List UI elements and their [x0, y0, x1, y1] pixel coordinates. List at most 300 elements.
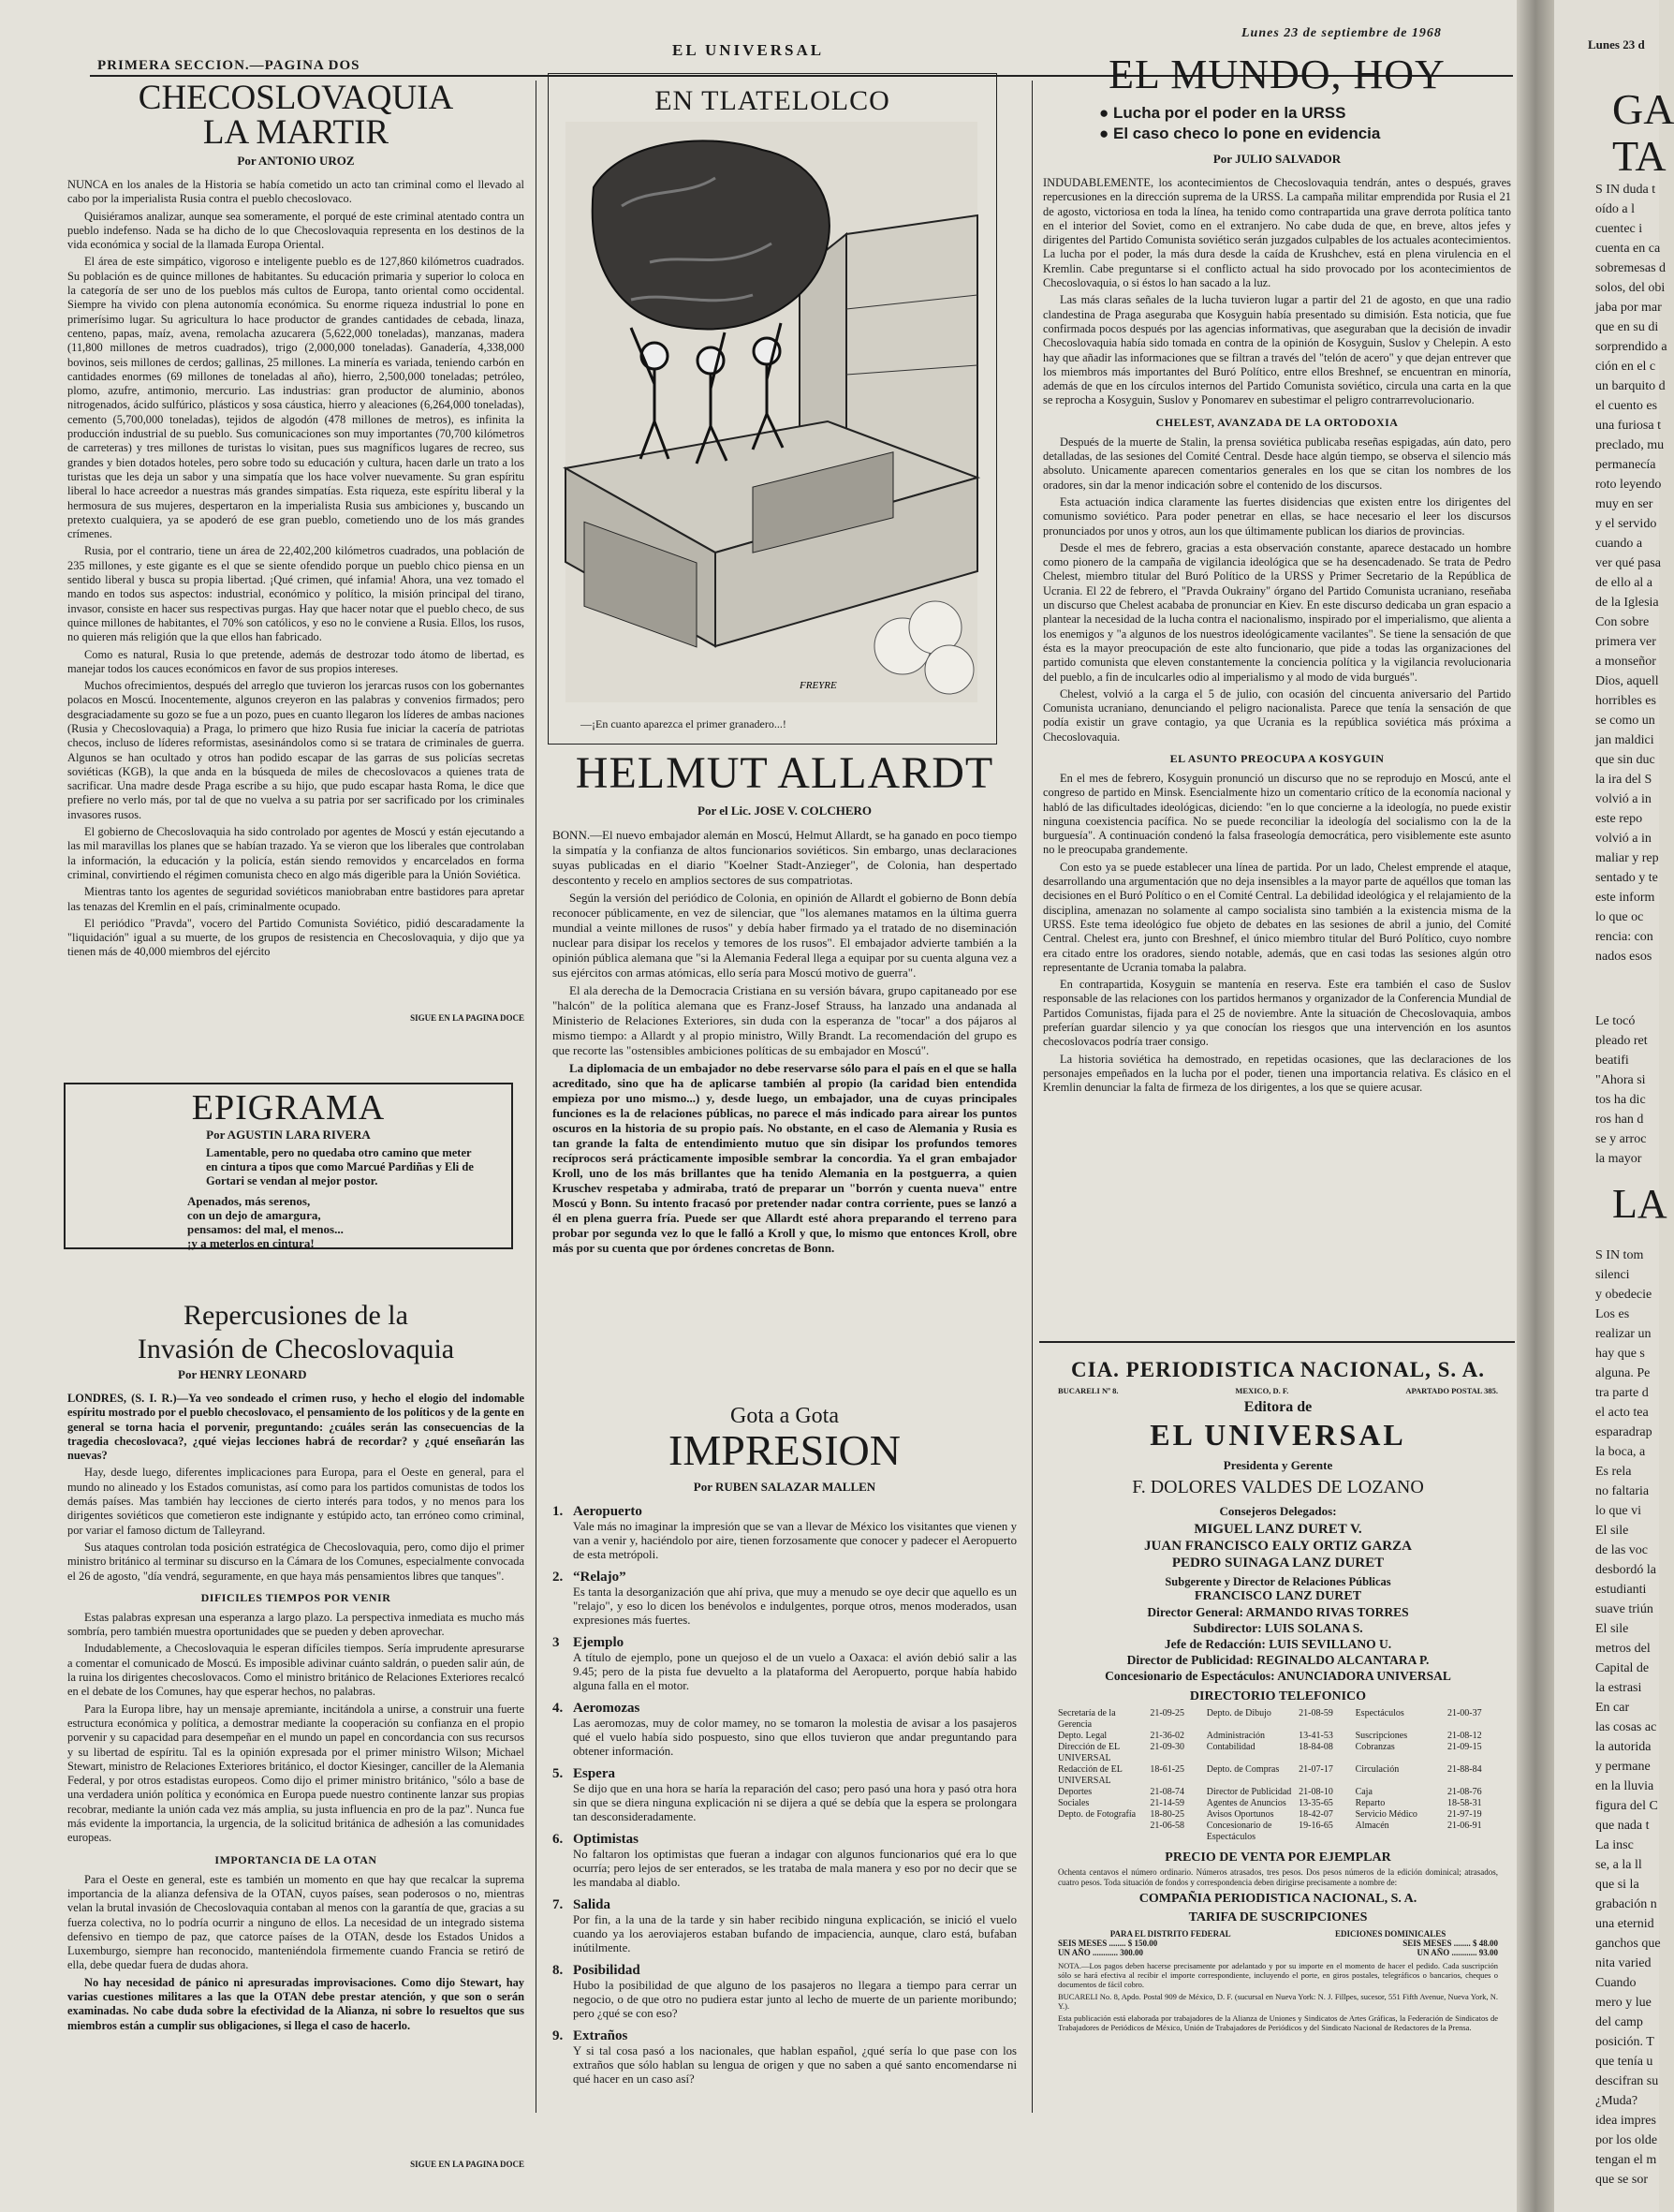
next-page-date: Lunes 23 d — [1588, 37, 1645, 52]
fragment-line: tra parte d — [1595, 1386, 1649, 1400]
bullet-icon: ● — [1099, 104, 1109, 122]
headline: LA MARTIR — [202, 113, 389, 152]
phone-number: 21-00-37 — [1446, 1708, 1482, 1718]
tarifa-row: UN AÑO ............ 300.00 — [1058, 1948, 1144, 1957]
paragraph: Indudablemente, a Checoslovaquia le esperan difíciles tiempos. Sería imprudente apresurarse a comentar el comunicado de Moscú. Es imposible adivinar cuánto saldrán, o pueden salir aún, de la ruina los dirigentes checoslovacos. Como el ministro británico de Relaciones Exteriores recalcó en el debate de los Comunes, hay que esperar hechos, no palabras. — [67, 1642, 524, 1699]
paragraph: Mientras tanto los agentes de seguridad soviéticos maniobraban entre bastidores para apretar las tenazas del Kremlin en el país, criminalmente ocupado. — [67, 885, 524, 913]
fragment-line: la ira del S — [1595, 773, 1652, 787]
phone-number: 21-09-30 — [1150, 1742, 1185, 1752]
verse-line: con un dejo de amargura, — [187, 1208, 321, 1222]
epigrama-intro: Lamentable, pero no quedaba otro camino que meter en cintura a tipos que como Marcué Pardiñas y Eli de Gortari se vendan al mejor postor. — [206, 1146, 474, 1187]
phone-dept: Almacén — [1355, 1821, 1389, 1831]
verse-line: Apenados, más serenos, — [187, 1194, 311, 1208]
fragment-line: a monseñor — [1595, 655, 1656, 669]
fragment-line: por los olde — [1595, 2133, 1658, 2147]
fragment-line: silenci — [1595, 1268, 1630, 1282]
next-headline: TA — [1612, 132, 1667, 180]
subheading: DIFICILES TIEMPOS POR VENIR — [200, 1590, 391, 1604]
address-text: BUCARELI No. 8, Apdo. Postal 909 de México, D. F. (sucursal en Nueva York: N. J. Fillpes, sucesor, 551 Fifth Avenue, Nueva York, N. Y.). — [1058, 1992, 1498, 2011]
phone-row — [1058, 1798, 1498, 1809]
fragment-line: de las voc — [1595, 1543, 1648, 1557]
staff-line: Concesionario de Espectáculos: ANUNCIADORA UNIVERSAL — [1105, 1669, 1451, 1683]
phone-number: 21-36-02 — [1150, 1731, 1185, 1741]
phone-number: 21-06-91 — [1446, 1821, 1482, 1831]
issue-date: Lunes 23 de septiembre de 1968 — [1241, 26, 1442, 40]
phone-dept: Depto. de Compras — [1206, 1764, 1280, 1775]
fragment-line: oído a l — [1595, 202, 1635, 216]
item-number: 4. — [552, 1701, 564, 1716]
fragment-line: jaba por mar — [1595, 301, 1662, 315]
phone-dept — [1058, 1821, 1144, 1843]
phone-number: 21-08-59 — [1299, 1708, 1333, 1718]
fragment-line: solos, del obi — [1595, 281, 1666, 295]
item-title: Optimistas — [573, 1832, 639, 1847]
cartoon-signature: FREYRE — [800, 680, 837, 691]
fragment-line: S IN duda t — [1595, 183, 1656, 197]
tarifa-row: SEIS MESES ........ $ 48.00 — [1402, 1939, 1498, 1948]
phone-number: 13-41-53 — [1299, 1731, 1333, 1741]
fragment-line: y el servido — [1595, 517, 1657, 531]
company-name: COMPAÑIA PERIODISTICA NACIONAL, S. A. — [1138, 1892, 1417, 1906]
fragment-line: este repo — [1595, 812, 1643, 826]
article-body — [552, 828, 1017, 1362]
fragment-line: roto leyendo — [1595, 478, 1662, 492]
fragment-line: no faltaria — [1595, 1484, 1650, 1498]
paragraph: Sus ataques controlan toda posición estratégica de Checoslovaquia, pero, como dijo el primer ministro británico al terminar su discurso en la Cámara de los Comunes, especialmente convocada el 26 de agosto, "día vendrá, seguramente, en que haya más pensamientos libres que tanques". — [67, 1540, 524, 1583]
phone-number: 21-09-15 — [1446, 1742, 1482, 1752]
verse-line: ¡y a meterlos en cintura! — [187, 1236, 315, 1250]
item-number: 6. — [552, 1832, 564, 1847]
next-headline: LA — [1612, 1181, 1667, 1227]
numbered-item — [552, 1570, 1017, 1628]
paragraph: Hay, desde luego, diferentes implicaciones para Europa, para el Oeste en general, para el mundo no alineado y los Estados comunistas, así como para los partidos comunistas de todos los demás países. Mas también hay lecciones de cierto interés para todos, y no menos para los dirigentes soviéticos que cometieron este indignante y estúpido acto, tan erróneo como criminal, por variar el famoso dictum de Talleyrand. — [67, 1466, 524, 1537]
fragment-line: alguna. Pe — [1595, 1366, 1651, 1380]
paragraph: Las más claras señales de la lucha tuvieron lugar a partir del 21 de agosto, en que una radio clandestina de Praga aseguraba que Kosyguin había presentado su dimisión. Esta noticia, que fue confirmada pocos después por las agencias informativas, que aseguraban que la decisión de invadir Checoslovaquia había sido tomada en contra de la opinión de Kosyguin, Suslov y Chelepin. A esto hay que añadir las informaciones que se filtran a través del "telón de acero" y que dejan entrever que los miembros más importantes del Buró Político, entre ellos Breshnef, se encuentran en minoría, además de que en los círculos internos del Partido Comunista soviético, circula una carta en la que se reprocha a Kosyguin, Suslov y Ponomarev en subestimar el peligro contrarrevolucionario. — [1043, 293, 1511, 407]
fragment-line: el acto tea — [1595, 1406, 1649, 1420]
phone-number: 18-61-25 — [1150, 1764, 1185, 1775]
phone-number: 18-80-25 — [1150, 1809, 1185, 1820]
fragment-line: Los es — [1595, 1307, 1630, 1321]
numbered-items — [552, 1504, 1017, 2087]
verse-line: pensamos: del mal, el menos... — [187, 1222, 344, 1236]
fragment-line: se y arroc — [1595, 1132, 1647, 1146]
article-checoslovaquia — [67, 81, 524, 1023]
phone-dept: Depto. Legal — [1058, 1731, 1108, 1741]
fragment-line: posición. T — [1595, 2035, 1654, 2049]
paragraph: La historia soviética ha demostrado, en repetidas ocasiones, que las declaraciones de los personajes empeñados en la lucha por el poder, tienen una importancia relativa. Es clásico en el Kremlin denunciar la falta de firmeza de los dirigentes, a los que se quiere acusar. — [1043, 1052, 1511, 1095]
epigrama-box — [64, 1083, 513, 1249]
paragraph: El periódico "Pravda", vocero del Partido Comunista Soviético, pidió descaradamente la "liquidación" igual a su muerte, de los grupos de resistencia en Checoslovaquia, y dijo que ya tienen más de 40,000 miembros del ejército — [67, 916, 524, 959]
fragment-line: del camp — [1595, 2015, 1643, 2029]
phone-number: 21-07-17 — [1299, 1764, 1333, 1775]
phone-dept: Servicio Médico — [1355, 1809, 1417, 1820]
staff-line: Jefe de Redacción: LUIS SEVILLANO U. — [1164, 1637, 1392, 1651]
directory-title: DIRECTORIO TELEFONICO — [1189, 1689, 1367, 1703]
paragraph: El área de este simpático, vigoroso e inteligente pueblo es de 127,860 kilómetros cuadrados. Su población es de quince millones de habitantes. Su educación primaria y superior lo coloca en la categoría de ser uno de los pueblos más cultos de Europa, tanto oriental como occidental. Siempre ha vivido con plena autonomía económica. Su enorme riqueza industrial lo pone en primerísimo lugar. Su agricultura lo hace productor de grandes cantidades de cebada, linaza, centeno, papas, maíz, avena, remolacha azucarera (5,622,000 toneladas), manzanas, madera (11,800 millones de metros cuadrados), trigo (2,000,000 toneladas). Ganadería, 4,338,000 bovinos, seis millones de cerdos; gallinas, 25 millones. La minería es variada, teniendo carbón en cantidades enormes (69 millones de toneladas al año), hierro, 2,500,000 toneladas; petróleo, plomo, azufre, antimonio, mercurio. Las industrias: gran productor de aluminio, abonos nitrogenados, ácido sulfúrico, plásticos y sosa cáustica, hierro y aleaciones (6,264,000 toneladas), cemento (5,700,000 toneladas), tejidos de algodón (478 millones de metros), es infinita la producción industrial de su pueblo. Sus comunicaciones son muy importantes (70,700 kilómetros de carreteras) y tres millones de turistas lo visitan, pues sus magníficos lugares de recreo, sus grandes y bien dotados hoteles, pero sobre todo su educación y cultura, hacen darle un trato a los turistas que les deja un sabor y una simpatía que los hace volver nuevamente. Su gran espíritu liberal lo hace acreedor a nuestras más grandes simpatías. Esta riqueza, este espíritu liberal y la hermosura de sus mujeres, despertaron en la imperialista Rusia sus ambiciones y, buscando un pretexto cualquiera, ya se apoderó de ese gran pueblo, cometiendo uno de los más grandes crímenes. — [67, 255, 524, 541]
phone-number: 18-42-07 — [1299, 1809, 1333, 1820]
company-name: CIA. PERIODISTICA NACIONAL, S. A. — [1071, 1358, 1485, 1381]
paragraph: BONN.—El nuevo embajador alemán en Moscú, Helmut Allardt, se ha ganado en poco tiempo la simpatía y la confianza de altos funcionarios soviéticos. Sin embargo, unas declaraciones suyas publicadas en el diario "Koelner Stadt-Anzieger", de Colonia, han despertado descontento y recelo en amplios sectores de sus compatriotas. — [552, 828, 1017, 887]
numbered-item — [552, 1504, 1017, 1562]
paragraph: LONDRES, (S. I. R.)—Ya veo sondeado el crimen ruso, y hecho el elogio del indomable espíritu mostrado por el pueblo checoslovaco, el pensamiento de los políticos y de la gente en general se torna hacia el porvenir, preguntando: ¿cuáles serán las consecuencias de la tragedia checoslovaca?, ¿qué viejas lecciones habrá de recordar? y ¿qué enseñarán las nuevas? — [67, 1392, 524, 1463]
masthead-paper-name: EL UNIVERSAL — [1150, 1418, 1406, 1452]
item-title: Extraños — [573, 2028, 628, 2043]
phone-number: 21-08-76 — [1446, 1787, 1482, 1797]
subheading: IMPORTANCIA DE LA OTAN — [214, 1852, 377, 1866]
fragment-line: cuentec i — [1595, 222, 1643, 236]
fragment-line: grabación n — [1595, 1897, 1657, 1911]
next-column-fragment — [1595, 180, 1667, 966]
paragraph: Rusia, por el contrario, tiene un área de 22,402,200 kilómetros cuadrados, una población de 235 millones, y este gigante es el que se siente ofendido porque un pueblo chico piensa en un sentido liberal y busca su propia libertad. ¡Qué crimen, qué infamia! Ahora, una vez tomado el mando en todos sus aspectos: industrial, económico y político, la misión principal del tirano, invasor, consiste en hacer sus respectivas purgas. Hay que hacer notar que el pueblo checo, de sus quince millones de habitantes, el 70% son católicos, y eso no le conviene a Rusia. Ellos, los rusos, no quieren más religión que la que ellos han fabricado. — [67, 544, 524, 644]
cartoon-title: EN TLATELOLCO — [654, 85, 890, 116]
fragment-line: cuenta en ca — [1595, 242, 1661, 256]
fragment-line: la mayor — [1595, 1152, 1642, 1166]
fragment-line: El sile — [1595, 1622, 1629, 1636]
item-text: Y si tal cosa pasó a los nacionales, que hablan español, ¿qué sería lo que pase con los extraños que sólo hablan su lengua de origen y que no saben a qué santo encomendarse ni qué hacer en un caso así? — [573, 2044, 1017, 2086]
fragment-line: una eternid — [1595, 1917, 1654, 1931]
column-divider — [1032, 81, 1033, 2113]
fragment-line: lo que oc — [1595, 910, 1644, 924]
fragment-line: tengan el m — [1595, 2153, 1657, 2167]
byline: Por JULIO SALVADOR — [1212, 152, 1342, 166]
fragment-line: y obedecie — [1595, 1288, 1652, 1302]
fragment-line: volvió a in — [1595, 832, 1652, 846]
phone-number: 13-35-65 — [1299, 1798, 1333, 1808]
article-body — [67, 1392, 524, 2160]
continuation-note: SIGUE EN LA PAGINA DOCE — [410, 1013, 524, 1023]
phone-dept: Administración — [1206, 1731, 1265, 1741]
next-headline: GA — [1612, 85, 1674, 133]
paragraph: Desde el mes de febrero, gracias a esta observación constante, aparece destacado un hombre como pionero de la campaña de vigilancia ideológica que se ha desencadenado. Se trata de Pedro Chelest, miembro titular del Buró Político de la URSS y Primer Secretario de la República de Ucrania. El 22 de febrero, el "Pravda Oukrainy" órgano del Partido Comunista ucraniano, reseñaba un discurso que Chelest acababa de pronunciar en Kiev. En este discurso dedicaba un gran espacio a plantear la necesidad de la lucha contra el nacionalismo, inspirado por el imperialismo, que alienta a los enemigos y "a algunos de los nuestros ideológicamente vacilantes". Se tiene la sensación de que ésta es la mayor preocupación de este alto funcionario, que pide a todas las organizaciones del partido comunista que eleven constantemente la conciencia política y la vigilancia revolucionaria del pueblo, a fin de inculcarles odio al imperialismo y al modo de vida burgués". — [1043, 540, 1511, 684]
phone-row — [1058, 1742, 1498, 1764]
fragment-line: sentado y te — [1595, 871, 1658, 885]
headline: EL MUNDO, HOY — [1109, 52, 1446, 97]
fragment-line: El sile — [1595, 1524, 1629, 1538]
paragraph: Muchos ofrecimientos, después del arreglo que tuvieron los jerarcas rusos con los gobernantes polacos en Moscú. Inocentemente, algunos creyeron en las palabras y convenios firmados; pero desgraciadamente su gozo se fue a un pozo, pues en cuanto llegaron los líderes de ambas naciones (Rusia y Checoslovaquia) a Praga, lo primero que hizo Rusia fue iniciar la cacería de patriotas checos, incluso de líderes reformistas, asesinándolos como si se tratara de criminales de guerra. Algunos se han ocultado y otros han podido escapar de las garras de sus policías secretas soviéticas (KGB), la que anda en la búsqueda de miles de checoslovacos a quienes trata de sacrificar. Una madre desde Praga escribe a su hijo, que pudo escapar hasta Roma, le dice que prefiere no verlo más, por tal de que no vuelva a su patria por ser sacrificado por los criminales invasores rusos. — [67, 679, 524, 821]
phone-number: 21-14-59 — [1150, 1798, 1185, 1808]
phone-dept: Cobranzas — [1355, 1742, 1395, 1752]
tarifa-row: UN AÑO ............ 93.00 — [1417, 1948, 1498, 1957]
paragraph: Quisiéramos analizar, aunque sea someramente, el porqué de este criminal atentado contra un pueblo indefenso. Nada se ha dicho de lo que Checoslovaquia representa en los destinos de la vida económica y social de la llamada Europa Oriental. — [67, 209, 524, 252]
item-number: 5. — [552, 1766, 564, 1781]
fragment-line: Cuando — [1595, 1976, 1637, 1990]
item-number: 9. — [552, 2028, 564, 2043]
phone-row — [1058, 1809, 1498, 1821]
tarifa-row: SEIS MESES ........ $ 150.00 — [1058, 1939, 1158, 1948]
item-text: Por fin, a la una de la tarde y sin haber recibido ninguna explicación, se inició el vuelo cuando ya los aeroviajeros estaban bufando de impaciencia, aunque, claro está, bufaban inútilmente. — [573, 1913, 1017, 1954]
numbered-item — [552, 1963, 1017, 2021]
item-title: Aeropuerto — [573, 1504, 642, 1519]
paragraph: La diplomacia de un embajador no debe reservarse sólo para el país en el que se halla acreditado, sino que ha de aplicarse también al propio (la caridad bien entendida empieza por uno mismo...) y, desde luego, un embajador, una de cuyas principales funciones es la de relaciones públicas, no parece el más indicado para airear los puntos oscuros en la historia de su propio país. No obstante, en el caso de Alemania y Rusia es tan grande la falta de entendimiento mutuo que sin disipar los profundos temores recíprocos será prácticamente imposible sembrar la concordia. Ya el gran embajador Kroll, uno de los más brillantes que ha tenido Alemania en la postguerra, a quien Kruschev respetaba y admiraba, trató de preparar un "borrón y cuenta nueva" entre Moscú y Bonn. Su intento fracasó por pretender nadar contra corriente, pues se lanzó a él en plena guerra fría. Puede ser que Allardt esté ahora preparando el terreno para probar por segunda vez lo que le falló a Kroll y que, lo mismo que entonces Kroll, obre más por su cuenta que por órdenes concretas de Bonn. — [552, 1061, 1017, 1255]
fragment-line: preclado, mu — [1595, 438, 1665, 452]
fragment-line: la boca, a — [1595, 1445, 1646, 1459]
item-number: 1. — [552, 1504, 564, 1519]
paragraph: Esta actuación indica claramente las fuertes disidencias que existen entre los dirigentes del comunismo soviético. Para poder penetrar en ellas, se hace necesario el leer los discursos pronunciados por unos y otros, aun los que últimamente publican los diarios de provincias. — [1043, 494, 1511, 538]
fragment-line: se, a la ll — [1595, 1858, 1642, 1872]
article-body — [1043, 176, 1511, 1290]
person-name: FRANCISCO LANZ DURET — [1194, 1589, 1362, 1603]
fragment-line: La insc — [1595, 1838, 1634, 1852]
deck-line: Lucha por el poder en la URSS — [1113, 104, 1346, 122]
fragment-line: de la Iglesia — [1595, 596, 1659, 610]
role-label: Consejeros Delegados: — [1219, 1504, 1337, 1518]
item-title: Ejemplo — [573, 1635, 624, 1650]
phone-number: 19-16-65 — [1299, 1821, 1333, 1831]
cartoon-caption: —¡En cuanto aparezca el primer granadero...! — [580, 717, 786, 730]
masthead — [1058, 1358, 1498, 2032]
cartoon-illustration — [565, 122, 977, 702]
next-column-fragment — [1595, 1011, 1648, 1169]
byline: Por AGUSTIN LARA RIVERA — [206, 1128, 371, 1142]
fragment-line: ros han d — [1595, 1113, 1644, 1127]
numbered-item — [552, 1635, 1017, 1693]
fragment-line: estudianti — [1595, 1583, 1647, 1597]
phone-row — [1058, 1787, 1498, 1798]
fragment-line: ¿Muda? — [1595, 2094, 1638, 2108]
paragraph: En el mes de febrero, Kosyguin pronunció un discurso que no se reprodujo en Moscú, ante el congreso de partido en Minsk. Esencialmente hizo un comentario crítico de la economía nacional y habló de las dificultades ideológicas, diciendo: "en lo que concierne a la ideología, no puede existir ninguna coexistencia pacífica. No se puede reconciliar la ideología del socialismo con la de la burguesía". A continuación condenó la falsa fraseología democrática, pero visiblemente este asunto no le preocupaba grandemente. — [1043, 771, 1511, 857]
role-label: Subgerente y Director de Relaciones Públicas — [1165, 1575, 1391, 1588]
paragraph: INDUDABLEMENTE, los acontecimientos de Checoslovaquia tendrán, antes o después, graves repercusiones en la dirección suprema de la URSS. La campaña militar emprendida por Rusia el 21 de agosto, victoriosa en toda la línea, ha tenido como contrapartida una grave derrota política tanto en el interior del Soviet, como en el extranjero. No cabe duda de que, en breve, altos jefes y dirigentes del Partido Comunista soviético serán juzgados culpables de los actuales acontecimientos. La lucha por el poder, la más dura desde la caída de Krushchev, está en plena virulencia en el Kremlin. Cabe preguntarse si el conflicto actual ha sido provocado por los acontecimientos de Checoslovaquia, o si éstos lo han sacado a la luz. — [1043, 176, 1511, 290]
phone-dept: Avisos Oportunos — [1206, 1809, 1274, 1820]
phone-dept: Agentes de Anuncios — [1206, 1798, 1286, 1808]
item-number: 7. — [552, 1897, 564, 1912]
paragraph: Chelest, volvió a la carga el 5 de julio, con ocasión del cincuenta aniversario del Partido Comunista ucraniano, denunciando el peligro nacionalista. Parece que tenía la sensación de que podía existir un grave contagio, ya que Ucrania es la república soviética más próxima a Checoslovaquia. — [1043, 686, 1511, 744]
continuation-note: SIGUE EN LA PAGINA DOCE — [410, 2160, 524, 2169]
paragraph: En contrapartida, Kosyguin se mantenía en reserva. Este era también el caso de Suslov responsable de las relaciones con los partidos hermanos y organizador de la Conferencia Mundial de Partidos Comunistas, fijada para el 25 de noviembre. Ante la situación de Checoslovaquia, ambos preferían guardar silencio y ya que conocían los riesgos que una intervención en los asuntos checoslovacos podría traer consigo. — [1043, 978, 1511, 1049]
phone-number: 21-08-12 — [1446, 1731, 1482, 1741]
phone-number: 18-58-31 — [1446, 1798, 1482, 1808]
fragment-line: "Ahora si — [1595, 1073, 1646, 1087]
staff-line: Subdirector: LUIS SOLANA S. — [1193, 1621, 1363, 1635]
phone-dept: Concesionario de Espectáculos — [1206, 1821, 1272, 1842]
numbered-item — [552, 1832, 1017, 1890]
phone-number: 21-88-84 — [1446, 1764, 1482, 1775]
fragment-line: una furiosa t — [1595, 419, 1661, 433]
fragment-line: permanecía — [1595, 458, 1656, 472]
phone-dept: Director de Publicidad — [1206, 1787, 1292, 1797]
subheading: CHELEST, AVANZADA DE LA ORTODOXIA — [1155, 415, 1399, 429]
kicker: Gota a Gota — [730, 1404, 839, 1428]
person-name: PEDRO SUINAGA LANZ DURET — [1171, 1556, 1385, 1571]
phone-dept: Suscripciones — [1355, 1731, 1408, 1741]
item-text: A título de ejemplo, pone un quejoso el de un vuelo a Oaxaca: el avión debió salir a las 9.45; pero de la pista fue devuelto a la plataforma del Aeropuerto, porque había habido alguna falla en el motor. — [573, 1651, 1017, 1692]
phone-dept: Caja — [1355, 1787, 1373, 1797]
item-title: Aeromozas — [573, 1701, 640, 1716]
phone-directory — [1058, 1708, 1498, 1843]
deck-line: El caso checo lo pone en evidencia — [1113, 125, 1381, 142]
fragment-line: Dios, aquell — [1595, 674, 1659, 688]
byline: Por ANTONIO UROZ — [237, 154, 355, 168]
fragment-line: lo que vi — [1595, 1504, 1641, 1518]
item-title: Salida — [573, 1897, 611, 1912]
role-label: Presidenta y Gerente — [1223, 1458, 1333, 1472]
paragraph: Con esto ya se puede establecer una línea de partida. Por un lado, Chelest emprende el ataque, desarrollando una argumentación que no deja insensibles a la mayor parte de aquéllos que toman las decisiones en el Buró Político o en el Comité Central. La debilidad ideológica y el relajamiento de la disciplina, amenazan no solamente al campo socialista sino también a la existencia misma de la URSS. Este tema ideológico fue objeto de debates en las sesiones de abril a junio, del Comité Central. Chelest era, junto con Breshnef, el único miembro titular del Buró Político, cuyo nombre era citado entre los oradores, siendo notable, además, que en casi todas las sesiones algún otro representante de Ucrania tomaba la palabra. — [1043, 860, 1511, 974]
fragment-line: S IN tom — [1595, 1248, 1644, 1262]
fragment-line: que tenía u — [1595, 2055, 1653, 2069]
item-number: 3 — [552, 1635, 560, 1650]
phone-row — [1058, 1821, 1498, 1843]
phone-number: 18-84-08 — [1299, 1742, 1333, 1752]
paragraph: NUNCA en los anales de la Historia se había cometido un acto tan criminal como el llevado al cabo por la imperialista Rusia contra el pueblo checoslovaco. — [67, 178, 524, 206]
fragment-line: que nada t — [1595, 1819, 1650, 1833]
fragment-line: Capital de — [1595, 1661, 1650, 1675]
phone-number: 21-97-19 — [1446, 1809, 1482, 1820]
fragment-line: nados esos — [1595, 950, 1652, 964]
fragment-line: este inform — [1595, 891, 1655, 905]
fragment-line: el cuento es — [1595, 399, 1658, 413]
fragment-line: metros del — [1595, 1642, 1651, 1656]
fragment-line: desbordó la — [1595, 1563, 1656, 1577]
numbered-item — [552, 1897, 1017, 1955]
headline: Repercusiones de la — [184, 1300, 408, 1331]
phone-dept: Reparto — [1355, 1798, 1386, 1808]
phone-dept: Contabilidad — [1206, 1742, 1256, 1752]
item-title: Posibilidad — [573, 1963, 640, 1978]
fragment-line: suave triún — [1595, 1602, 1653, 1616]
fragment-line: las cosas ac — [1595, 1720, 1657, 1734]
fragment-line: de ello al a — [1595, 576, 1653, 590]
fragment-line: sobremesas d — [1595, 261, 1667, 275]
staff-line: Director de Publicidad: REGINALDO ALCANTARA P. — [1126, 1653, 1430, 1667]
fragment-line: muy en ser — [1595, 497, 1653, 511]
paragraph: No hay necesidad de pánico ni apresuradas improvisaciones. Como dijo Stewart, hay varias cuestiones militares a las que la OTAN debe prestar atención, y que son o serán examinadas. No cabe duda sobre la efectividad de la Alianza, ni sobre lo resueltos que sus miembros están a cumplir sus obligaciones, si llega el caso de hacerlo. — [67, 1975, 524, 2032]
paragraph: Estas palabras expresan una esperanza a largo plazo. La perspectiva inmediata es mucho más sombría, pero también muestra oportunidades que se pueden y deben aprovechar. — [67, 1610, 524, 1639]
paragraph: Después de la muerte de Stalin, la prensa soviética publicaba reseñas espigadas, aún dato, pero detalladas, de las sesiones del Comité Central. Desde hace algún tiempo, se observa el silencio más absoluto. Unicamente aparecen comentarios generales en los que se citan los nombres de los oradores, sin dar la menor indicación sobre el contenido de los discursos. — [1043, 435, 1511, 492]
fragment-line: y permane — [1595, 1760, 1651, 1774]
item-number: 2. — [552, 1570, 564, 1585]
fragment-line: sorprendido a — [1595, 340, 1667, 354]
price-text: Ochenta centavos el número ordinario. Números atrasados, tres pesos. Dos pesos números de la edición dominical; atrasados, cuatro pesos. Toda situación de fondos y correspondencia deben dirigirse precisamente a nombre de: — [1058, 1867, 1498, 1887]
phone-number: 21-08-10 — [1299, 1787, 1333, 1797]
fragment-line: hay que s — [1595, 1347, 1645, 1361]
fragment-line: volvió a in — [1595, 792, 1652, 806]
paragraph: El gobierno de Checoslovaquia ha sido controlado por agentes de Moscú y están ejecutando a las mil maravillas los planes que se habían trazado. Ya se vieron que los liberales que controlaban la información, la educación y la policía, están siendo removidos y encarcelados en forma criminal, convirtiendo el régimen comunista checo en algo más digerible para la Unión Soviética. — [67, 825, 524, 881]
fragment-line: que en su di — [1595, 320, 1659, 334]
numbered-item — [552, 1766, 1017, 1824]
union-text: Esta publicación está elaborada por trabajadores de la Alianza de Uniones y Sindicatos de Artes Gráficas, la Federación de Sindicatos de Trabajadores de Periódicos de México, Unión de Trabajadores de Periódicos y del Sindicato Nacional de Redactores de la Prensa. — [1058, 2013, 1498, 2032]
fragment-line: que si la — [1595, 1878, 1639, 1892]
fragment-line: ción en el c — [1595, 360, 1656, 374]
staff-line: Director General: ARMANDO RIVAS TORRES — [1147, 1605, 1409, 1619]
fragment-line: ganchos que — [1595, 1937, 1661, 1951]
tarifa-title: TARIFA DE SUSCRIPCIONES — [1188, 1910, 1368, 1924]
item-text: Hubo la posibilidad de que alguno de los pasajeros no llegara a tiempo para cerrar un negocio, o de que otro no pudiera estar junto al lecho de muerte de un pariente moribundo; pero ¿qué se con eso? — [573, 1979, 1017, 2020]
paragraph: Para la Europa libre, hay un mensaje apremiante, incitándola a unirse, a construir una fuerte estructura económica y política, a demostrar mediante la cooperación su confianza en el propio porvenir y su capacidad para desempeñar en el mundo un papel en concordancia con sus recursos y su libertad de espíritu. Tal es la opinión expresada por el primer ministro Wilson; Michael Stewart, ministro de Relaciones Exteriores británico, el doctor Kiesinger, canciller de la Alemania Federal, y por otros estadistas europeos. Como dijo el primer ministro británico, "sólo a base de una verdadera unión política y económica en Europa puede nuestro continente lanzar sus propias recobrar, mediante la unión cada vez más amplia, su justa influencia en pro de la paz". Nunca fue más evidente la importancia, la urgencia, de la solicitud británica de adhesión a las comunidades europeas. — [67, 1702, 524, 1845]
item-text: Se dijo que en una hora se haría la reparación del caso; pero pasó una hora y pasó otra hora sin que se diera ninguna explicación ni se dijera a qué se debía que la espera se prolongara tan desconsideradamente. — [573, 1782, 1017, 1823]
article-impresion — [552, 1405, 1017, 2094]
headline: IMPRESION — [668, 1426, 901, 1474]
section-rule — [1039, 1341, 1515, 1343]
item-text: Es tanta la desorganización que ahí priva, que muy a menudo se oye decir que aquello es un "relajo", y eso lo dicen los benévolos e indulgentes, porque otros, menos moderados, usan expresiones más fuertes. — [573, 1585, 1017, 1627]
phone-dept: Circulación — [1355, 1764, 1400, 1775]
fragment-line: figura del C — [1595, 1799, 1658, 1813]
fragment-line: un barquito d — [1595, 379, 1666, 393]
fragment-line: Es rela — [1595, 1465, 1632, 1479]
person-name: MIGUEL LANZ DURET V. — [1194, 1522, 1362, 1537]
headline: HELMUT ALLARDT — [575, 748, 994, 798]
bullet-icon: ● — [1099, 125, 1109, 142]
phone-dept: Redacción de EL UNIVERSAL — [1058, 1764, 1123, 1786]
phone-dept: Deportes — [1058, 1787, 1093, 1797]
section-label: PRIMERA SECCION.—PAGINA DOS — [97, 58, 360, 73]
person-name: F. DOLORES VALDES DE LOZANO — [1132, 1477, 1424, 1497]
paragraph: El ala derecha de la Democracia Cristiana en su versión bávara, grupo capitaneado por ese "halcón" de la política alemana que es Franz-Josef Strauss, ha lanzado una andanada al Ministerio de Relaciones Exteriores, sin duda con la esperanza de "tocar" a dos pájaros al mismo tiempo: a Allardt y al propio ministro, Willy Brandt. La recomendación del grupo es que recorte las "ostensibles ambiciones políticas de su embajador en Moscú". — [552, 983, 1017, 1057]
fragment-line: Con sobre — [1595, 615, 1650, 629]
phone-dept: Secretaría de la Gerencia — [1058, 1708, 1116, 1730]
fragment-line: en la lluvia — [1595, 1779, 1654, 1793]
article-el-mundo-hoy — [1043, 54, 1511, 1290]
item-number: 8. — [552, 1963, 564, 1978]
item-text: No faltaron los optimistas que fueran a indagar con algunos funcionarios qué era lo que ocurría; pero lejos de ser enterados, se les trataba de mala manera y eso por no decir que se les mandaba al diablo. — [573, 1848, 1017, 1889]
item-title: Espera — [573, 1766, 615, 1781]
next-column-fragment — [1595, 1246, 1661, 2190]
editora-label: Editora de — [1243, 1399, 1313, 1415]
byline: Por RUBEN SALAZAR MALLEN — [693, 1480, 876, 1494]
byline: Por el Lic. JOSE V. COLCHERO — [698, 804, 872, 818]
article-body — [67, 178, 524, 1011]
fragment-line: mero y lue — [1595, 1996, 1652, 2010]
phone-number: 21-09-25 — [1150, 1708, 1185, 1718]
fragment-line: la estrasi — [1595, 1681, 1642, 1695]
phone-dept: Espectáculos — [1355, 1708, 1404, 1718]
paragraph: Como es natural, Rusia lo que pretende, además de destrozar todo átomo de libertad, es manejar todos los cauces económicos en favor de sus propios intereses. — [67, 647, 524, 675]
fragment-line: primera ver — [1595, 635, 1656, 649]
numbered-item — [552, 1701, 1017, 1759]
fragment-line: ver qué pasa — [1595, 556, 1661, 570]
fragment-line: jan maldici — [1595, 733, 1654, 747]
phone-number: 21-06-58 — [1150, 1821, 1185, 1831]
fragment-line: En car — [1595, 1701, 1630, 1715]
phone-dept: Sociales — [1058, 1798, 1090, 1808]
paragraph: Según la versión del periódico de Colonia, en opinión de Allardt el gobierno de Bonn debía reconocer públicamente, en vez de silenciar, que "los alemanes matamos en la última guerra mundial a veinte millones de rusos" y debía haber firmado ya el tratado de no diseminación nuclear para disipar los recelos y temores de los rusos". El embajador advierte también a la opinión pública alemana que "si la Alemania Federal llega a equipar por su cuenta alguna vez a sus ejércitos con armas atómicas, ello sería para Moscú motivo de guerra". — [552, 891, 1017, 980]
numbered-item — [552, 2028, 1017, 2087]
tarifa-header: EDICIONES DOMINICALES — [1335, 1929, 1446, 1939]
phone-dept: Depto. de Fotografía — [1058, 1809, 1137, 1820]
byline: Por HENRY LEONARD — [178, 1367, 307, 1381]
article-helmut-allardt — [552, 748, 1017, 1362]
fragment-line: rencia: con — [1595, 930, 1653, 944]
fragment-line: cuando a — [1595, 537, 1643, 551]
fragment-line: que se sor — [1595, 2173, 1648, 2187]
address: MEXICO, D. F. — [1235, 1386, 1289, 1395]
phone-row — [1058, 1708, 1498, 1731]
address: APARTADO POSTAL 385. — [1405, 1386, 1498, 1395]
headline: CHECOSLOVAQUIA — [138, 79, 454, 117]
fragment-line: la autorida — [1595, 1740, 1652, 1754]
fragment-line: esparadrap — [1595, 1425, 1652, 1439]
fragment-line: Le tocó — [1595, 1014, 1636, 1028]
fragment-line: se como un — [1595, 714, 1655, 728]
headline: Invasión de Checoslovaquia — [137, 1334, 455, 1364]
fragment-line: que sin duc — [1595, 753, 1655, 767]
fragment-line: pleado ret — [1595, 1034, 1648, 1048]
page-fold — [1517, 0, 1554, 2212]
fragment-line: descifran su — [1595, 2074, 1659, 2088]
phone-row — [1058, 1731, 1498, 1742]
fragment-line: tos ha dic — [1595, 1093, 1646, 1107]
phone-number: 21-08-74 — [1150, 1787, 1185, 1797]
item-text: Las aeromozas, muy de color mamey, no se tomaron la molestia de avisar a los pasajeros qué el vuelo había sido pospuesto, sino que ellos tuvieron que andar preguntando para obtener información. — [573, 1717, 1017, 1758]
price-title: PRECIO DE VENTA POR EJEMPLAR — [1165, 1851, 1391, 1865]
address: BUCARELI Nº 8. — [1058, 1386, 1119, 1395]
paper-name: EL UNIVERSAL — [672, 41, 825, 59]
fragment-line: beatifi — [1595, 1054, 1629, 1068]
item-text: Vale más no imaginar la impresión que se van a llevar de México los visitantes que vienen y van a venir y, haciéndolo por aire, tienen forzosamente que conocer y padecer el Aeropuerto de esta metrópoli. — [573, 1520, 1017, 1561]
person-name: JUAN FRANCISCO EALY ORTIZ GARZA — [1144, 1539, 1412, 1554]
article-repercusiones — [67, 1302, 524, 2169]
fragment-line: idea impres — [1595, 2114, 1656, 2128]
phone-dept: Dirección de EL UNIVERSAL — [1058, 1742, 1120, 1763]
